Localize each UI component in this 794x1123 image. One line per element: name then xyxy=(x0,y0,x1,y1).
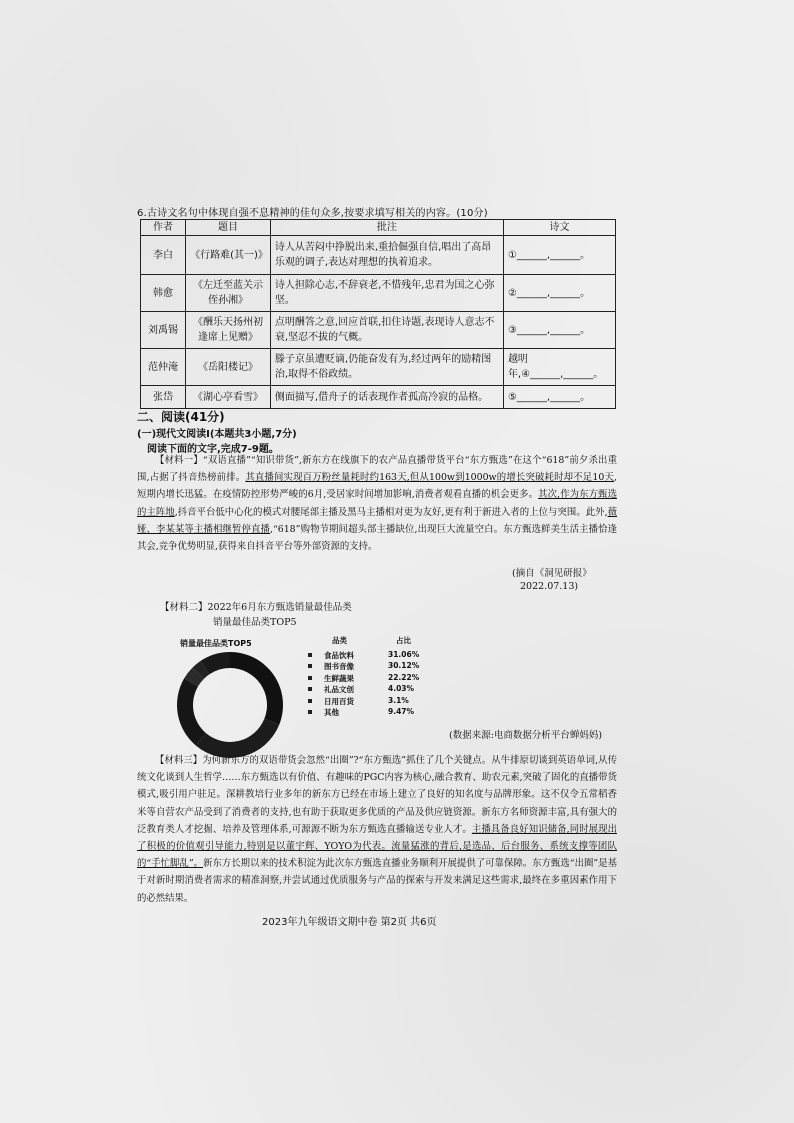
note-cell: 侧面描写,借舟子的话表现作者孤高冷寂的品格。 xyxy=(270,386,503,409)
author-cell: 范仲淹 xyxy=(141,349,186,386)
subsection-heading: (一)现代文阅读Ⅰ(本题共3小题,7分) xyxy=(137,429,297,440)
material-1-text: 【材料一】“双语直播”“知识带货”,新东方在线旗下的农产品直播带货平台“东方甄选”在这个“618”前夕杀出重围,占据了抖音热榜前排。 xyxy=(137,455,617,484)
author-cell: 张岱 xyxy=(141,386,186,409)
note-cell: 滕子京虽遭贬谪,仍能奋发有为,经过两年的励精图治,取得不俗政绩。 xyxy=(270,349,503,386)
material-1-text: ,“618”购物节期间超头部主播缺位,出现巨大流量空白。东方甄选鲜美生活主播恰逢其会,竞争优势明显,获得来自抖音平台等外部资源的支持。 xyxy=(137,523,617,553)
title-cell: 《湖心亭看雪》 xyxy=(186,386,271,409)
reading-instruction: 阅读下面的文字,完成7-9题。 xyxy=(147,444,279,455)
underlined-sentence: 主播具备良好知识储备,同时展现出了积极的价值观引导能力,特别是以董宇辉、YOYO为代表。 xyxy=(137,823,618,853)
material-3-text: 新东方长期以来的技术积淀为此次东方甄选直播业务顺利开展提供了可靠保障。东方甄选“出圈”是基于对新时期消费者需求的精准洞察,并尝试通过优质服务与产品的探索与开发来满足这些需求,最终在多重因素作用下的必然结果。 xyxy=(137,858,617,904)
donut-chart xyxy=(175,650,285,760)
title-cell: 《行路难(其一)》 xyxy=(186,236,271,275)
table-row xyxy=(141,312,616,349)
legend-category-label: 食品饮料 xyxy=(324,651,354,660)
header-note: 批注 xyxy=(270,220,503,236)
legend-bullet-icon xyxy=(308,676,312,680)
legend-row xyxy=(308,696,428,707)
material-3-paragraph xyxy=(137,752,617,907)
title-cell: 《左迁至蓝关示侄孙湘》 xyxy=(186,275,271,312)
legend-bullet-icon xyxy=(308,653,312,657)
legend-header-category: 品类 xyxy=(332,636,347,645)
material-1-paragraph xyxy=(137,452,617,555)
legend-row xyxy=(308,707,428,718)
underlined-sentence: 薇娅、李某某等主播相继暂停直播 xyxy=(137,506,617,535)
poem-blank-cell: ②______,______。 xyxy=(503,275,615,312)
material-1-source: (摘自《洞见研报》 xyxy=(512,568,592,579)
note-cell: 诗人担除心志,不辞衰老,不惜残年,忠君为国之心弥坚。 xyxy=(270,275,503,312)
legend-row xyxy=(308,684,428,695)
poem-blank-cell: ③______,______。 xyxy=(503,312,615,349)
underlined-sentence: 其直播间实现百万粉丝量耗时约163天,但从100w到1000w的增长突破耗时却不足10天 xyxy=(245,472,615,484)
underlined-sentence: 流量猛涨的背后,是选品、后台服务、系统支撑等团队的“手忙脚乱”。 xyxy=(137,841,617,870)
legend-share-label: 9.47% xyxy=(388,707,415,716)
legend-category-label: 礼品文创 xyxy=(324,685,354,695)
author-cell: 刘禹锡 xyxy=(141,312,186,349)
legend-row xyxy=(308,661,428,672)
donut-slice xyxy=(177,678,206,745)
poem-blank-cell: ①______,______。 xyxy=(503,236,615,275)
legend-bullet-icon xyxy=(308,687,312,691)
material-2-subtitle: 销量最佳品类TOP5 xyxy=(213,617,297,628)
donut-slice xyxy=(230,652,283,725)
material-3-text: 【材料三】为何新东方的双语带货会忽然“出圈”?“东方甄选”抓住了几个关键点。从牛排原切谈到英语单词,从传统文化谈到人生哲学……东方甄选以有价值、有趣味的PGC内容为核心,融合教育、助农元素,突破了固化的直播带货模式,吸引用户驻足。深耕教培行业多年的新东方已经在市场上建立了良好的知名度与品牌形象。这不仅令五常稻香米等自营农产品受到了消费者的支持,也有助于获取更多优质的产品及供应链资源。新东方名师资源丰富,具有强大的泛教育类人才挖掘、培养及管理体系,可源源不断为东方甄选直播输送专业人才。 xyxy=(137,755,617,835)
legend-header-share: 占比 xyxy=(396,636,411,645)
page-footer: 2023年九年级语文期中卷 第2页 共6页 xyxy=(262,917,437,928)
chart-title: 销量最佳品类TOP5 xyxy=(180,639,252,648)
legend-row xyxy=(308,673,428,684)
question-6-prompt: 6.古诗文名句中体现自强不息精神的佳句众多,按要求填写相关的内容。(10分) xyxy=(137,208,488,219)
legend-share-label: 31.06% xyxy=(388,650,420,659)
legend-share-label: 4.03% xyxy=(388,684,415,694)
legend-bullet-icon xyxy=(308,664,312,668)
header-author: 作者 xyxy=(141,220,186,236)
material-1-text: ,短期内增长迅猛。在疫情防控形势严峻的6月,受居家时间增加影响,消费者观看直播的机会更多。 xyxy=(137,472,618,501)
table-row xyxy=(141,236,616,275)
table-row xyxy=(141,386,616,409)
legend-category-label: 日用百货 xyxy=(324,696,354,706)
underlined-sentence: 其次,作为东方甄选的主阵地 xyxy=(137,489,617,518)
legend-category-label: 其他 xyxy=(324,708,339,717)
material-1-text: ,抖音平台低中心化的模式对腰尾部主播及黑马主播相对更为友好,更有利于新进入者的上位与突围。此外, xyxy=(174,506,608,518)
poem-blank-cell: 越明年,④______,______。 xyxy=(503,349,615,386)
header-poem: 诗文 xyxy=(503,220,615,236)
poem-blank-cell: ⑤______,______。 xyxy=(503,386,615,409)
header-title: 题目 xyxy=(186,220,271,236)
table-row xyxy=(141,349,616,386)
legend-bullet-icon xyxy=(308,710,312,714)
legend-row xyxy=(308,650,428,661)
legend-share-label: 22.22% xyxy=(388,672,420,682)
table-header-row xyxy=(141,220,616,236)
legend-share-label: 3.1% xyxy=(388,695,409,705)
legend-category-label: 图书音像 xyxy=(324,662,354,672)
material-2-title: 【材料二】2022年6月东方甄选销量最佳品类 xyxy=(160,602,352,613)
data-source: (数据来源:电商数据分析平台蝉妈妈) xyxy=(449,730,603,741)
legend-category-label: 生鲜蔬果 xyxy=(324,673,354,683)
author-cell: 李白 xyxy=(141,236,186,275)
author-cell: 韩愈 xyxy=(141,275,186,312)
material-1-date: 2022.07.13) xyxy=(520,581,579,592)
legend-bullet-icon xyxy=(308,699,312,703)
title-cell: 《岳阳楼记》 xyxy=(186,349,271,386)
poem-table xyxy=(140,219,616,409)
note-cell: 点明酬答之意,回应首联,扣住诗题,表现诗人意志不衰,坚忍不拔的气概。 xyxy=(270,312,503,349)
note-cell: 诗人从苦闷中挣脱出来,重拾倔强自信,唱出了高昂乐观的调子,表达对理想的执着追求。 xyxy=(270,236,503,275)
title-cell: 《酬乐天扬州初逢席上见赠》 xyxy=(186,312,271,349)
section-heading: 二、阅读(41分) xyxy=(137,410,225,424)
table-row xyxy=(141,275,616,312)
legend-share-label: 30.12% xyxy=(388,661,420,671)
